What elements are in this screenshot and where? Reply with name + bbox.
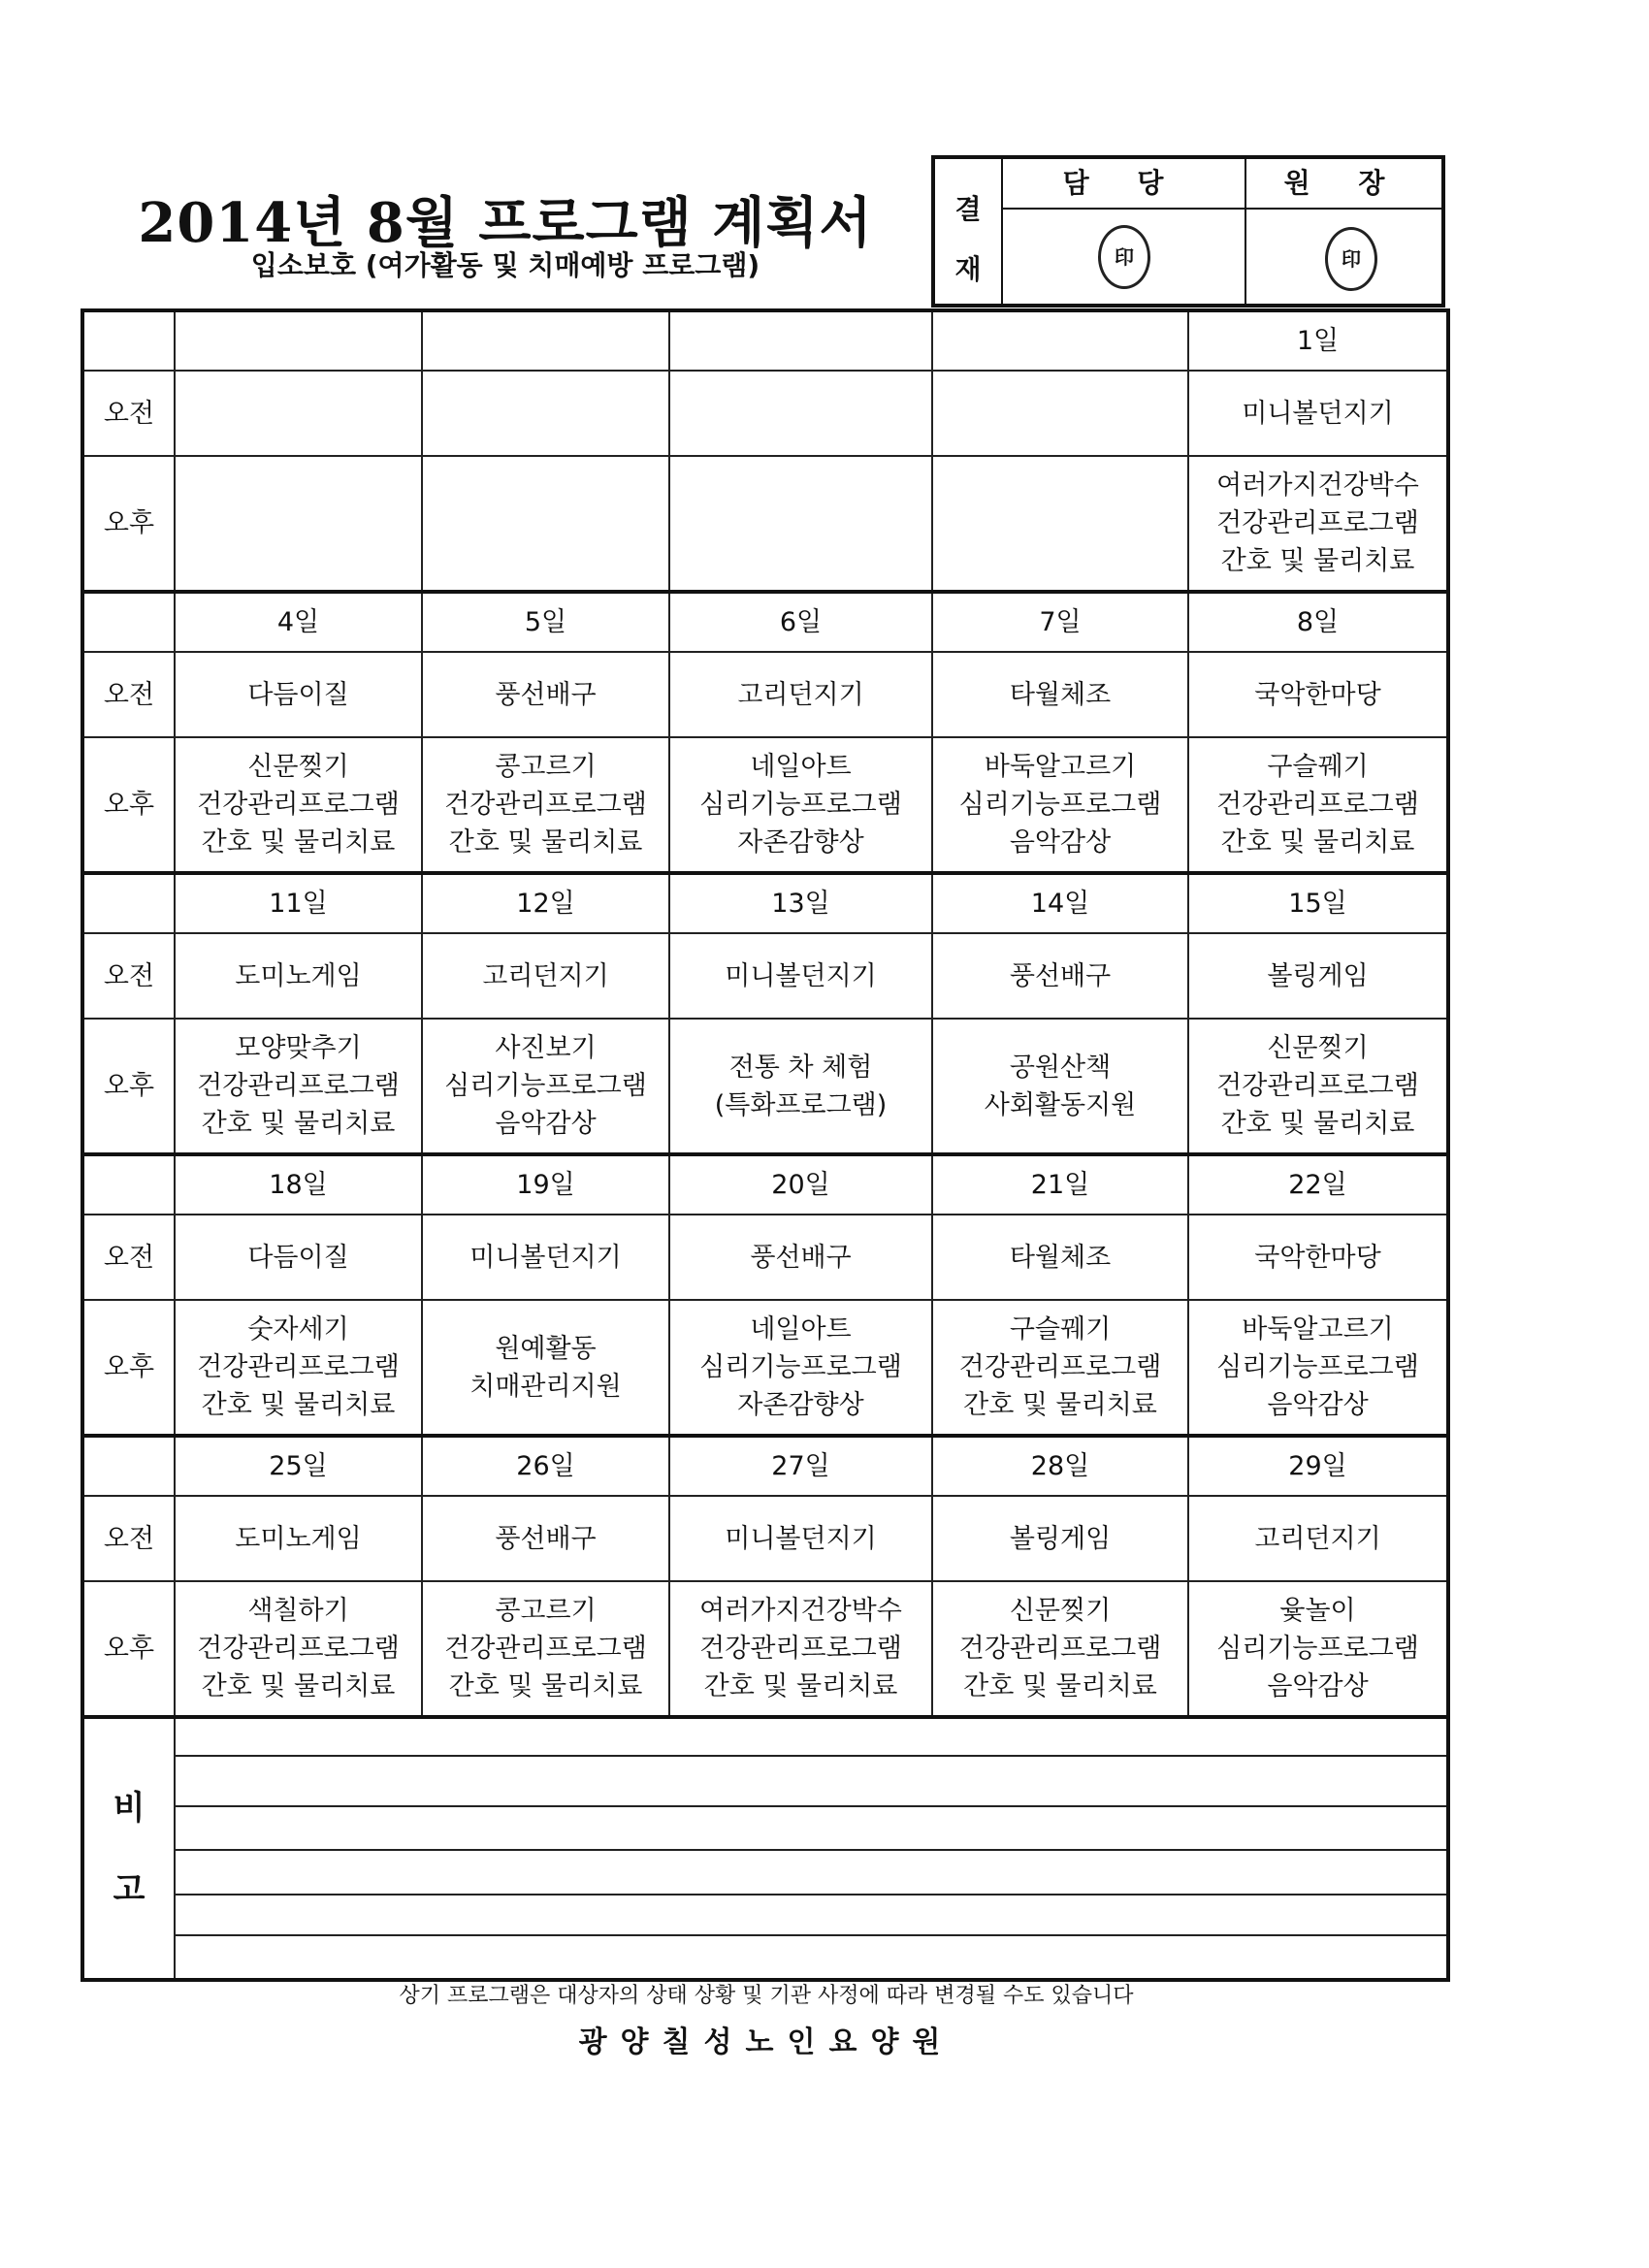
date-row [82,1436,1448,1496]
remarks-line [176,1894,1446,1895]
date-cell [175,310,422,371]
activity-line: 건강관리프로그램 [699,1634,902,1664]
remarks-line [176,1805,1446,1807]
activity-line: 네일아트 [750,752,852,782]
morning-row [82,371,1448,456]
activity-line: 간호 및 물리치료 [963,1390,1157,1420]
remarks-row [82,1717,1448,1980]
activity-line: 간호 및 물리치료 [201,827,396,858]
afternoon-row [82,1300,1448,1436]
document-subtitle: 입소보호 (여가활동 및 치매예방 프로그램) [250,249,760,281]
activity-line: 건강관리프로그램 [197,1071,400,1101]
morning-activity [932,371,1188,456]
morning-activity: 타월체조 [932,1215,1188,1300]
morning-activity: 국악한마당 [1188,1215,1448,1300]
afternoon-activity [932,1019,1188,1154]
activity-line: 간호 및 물리치료 [201,1671,396,1701]
activity-line: 원예활동 [495,1333,597,1364]
title-block [83,180,927,307]
afternoon-row [82,1581,1448,1717]
activity-line: 음악감상 [1009,827,1112,858]
date-cell: 21일 [932,1154,1188,1215]
date-label-cell [82,310,175,371]
afternoon-activity [175,737,422,873]
activity-line: 숫자세기 [247,1314,349,1345]
afternoon-activity [422,1300,669,1436]
schedule-table [81,308,1450,1982]
date-row [82,1154,1448,1215]
remarks-area [175,1717,1448,1980]
activity-line: 구슬꿰기 [1009,1314,1112,1345]
date-cell: 12일 [422,873,669,933]
activity-line: 심리기능프로그램 [699,790,902,820]
activity-line: 건강관리프로그램 [197,1352,400,1382]
activity-line: 간호 및 물리치료 [448,827,643,858]
date-cell: 7일 [932,592,1188,652]
activity-line: 건강관리프로그램 [1216,790,1419,820]
date-cell: 4일 [175,592,422,652]
afternoon-label: 오후 [82,1019,175,1154]
activity-line: 바둑알고르기 [984,752,1137,782]
date-cell: 6일 [669,592,932,652]
date-row [82,592,1448,652]
activity-line: 구슬꿰기 [1267,752,1369,782]
activity-line: 간호 및 물리치료 [1220,546,1415,576]
afternoon-activity [1188,1019,1448,1154]
date-cell: 28일 [932,1436,1188,1496]
morning-row [82,1215,1448,1300]
afternoon-activity [669,1581,932,1717]
activity-line: 간호 및 물리치료 [1220,827,1415,858]
approval-director-header: 원 장 [1283,167,1405,199]
activity-line: 여러가지건강박수 [699,1596,902,1626]
approval-manager-header: 담 당 [1062,167,1183,199]
morning-label: 오전 [82,652,175,737]
afternoon-label: 오후 [82,737,175,873]
activity-line: 건강관리프로그램 [958,1634,1162,1664]
afternoon-activity [932,1581,1188,1717]
activity-line: 건강관리프로그램 [1216,1071,1419,1101]
date-cell [422,310,669,371]
activity-line: 간호 및 물리치료 [448,1671,643,1701]
morning-activity: 다듬이질 [175,1215,422,1300]
approval-divider [1001,208,1441,210]
activity-line: 여러가지건강박수 [1216,470,1419,501]
morning-activity: 미니볼던지기 [669,933,932,1019]
activity-line: 치매관리지원 [469,1371,622,1402]
morning-activity: 풍선배구 [422,1496,669,1581]
date-label-cell [82,873,175,933]
date-label-cell [82,592,175,652]
morning-label: 오전 [82,933,175,1019]
morning-row [82,933,1448,1019]
date-cell: 1일 [1188,310,1448,371]
date-label-cell [82,1154,175,1215]
afternoon-row [82,456,1448,592]
morning-activity: 타월체조 [932,652,1188,737]
afternoon-activity [669,456,932,592]
date-cell: 5일 [422,592,669,652]
activity-line: 바둑알고르기 [1242,1314,1394,1345]
date-cell: 25일 [175,1436,422,1496]
footer-note: 상기 프로그램은 대상자의 상태 상황 및 기관 사정에 따라 변경될 수도 있습니다 [399,1984,1134,2008]
activity-line: 음악감상 [1267,1671,1369,1701]
date-cell: 8일 [1188,592,1448,652]
approval-label-bottom: 재 [954,253,982,285]
morning-activity [175,371,422,456]
activity-line: 음악감상 [495,1109,597,1139]
activity-line: 공원산책 [1009,1052,1112,1083]
activity-line: 네일아트 [750,1314,852,1345]
afternoon-activity [422,737,669,873]
activity-line: 신문찢기 [1267,1033,1369,1063]
activity-line: 건강관리프로그램 [444,790,647,820]
activity-line: 심리기능프로그램 [444,1071,647,1101]
remarks-line [176,1755,1446,1757]
activity-line: (특화프로그램) [714,1089,888,1120]
afternoon-activity [1188,456,1448,592]
activity-line: 콩고르기 [495,1596,597,1626]
remarks-label [82,1717,175,1980]
activity-line: 모양맞추기 [235,1033,362,1063]
morning-activity: 고리던지기 [669,652,932,737]
afternoon-activity [422,1019,669,1154]
activity-line: 음악감상 [1267,1390,1369,1420]
morning-label: 오전 [82,1215,175,1300]
date-cell: 27일 [669,1436,932,1496]
activity-line: 간호 및 물리치료 [963,1671,1157,1701]
afternoon-activity [1188,1581,1448,1717]
activity-line: 건강관리프로그램 [197,790,400,820]
date-cell: 20일 [669,1154,932,1215]
afternoon-activity [1188,737,1448,873]
afternoon-row [82,1019,1448,1154]
date-label-cell [82,1436,175,1496]
afternoon-activity [175,1019,422,1154]
date-cell: 14일 [932,873,1188,933]
date-row [82,873,1448,933]
afternoon-label: 오후 [82,1581,175,1717]
activity-line: 자존감향상 [737,827,864,858]
director-seal-stamp: 印 [1325,227,1377,291]
remarks-line [176,1849,1446,1851]
afternoon-activity [669,737,932,873]
approval-box [931,155,1445,308]
remarks-label-bottom: 고 [113,1869,146,1909]
activity-line: 건강관리프로그램 [444,1634,647,1664]
activity-line: 자존감향상 [737,1390,864,1420]
morning-activity: 미니볼던지기 [422,1215,669,1300]
activity-line: 신문찢기 [247,752,349,782]
morning-activity: 볼링게임 [932,1496,1188,1581]
date-cell [669,310,932,371]
afternoon-label: 오후 [82,456,175,592]
morning-activity: 볼링게임 [1188,933,1448,1019]
organization-name: 광양칠성노인요양원 [578,2025,954,2059]
activity-line: 신문찢기 [1009,1596,1112,1626]
morning-label: 오전 [82,371,175,456]
activity-line: 간호 및 물리치료 [1220,1109,1415,1139]
afternoon-activity [932,456,1188,592]
morning-activity: 다듬이질 [175,652,422,737]
afternoon-label: 오후 [82,1300,175,1436]
date-cell: 26일 [422,1436,669,1496]
activity-line: 간호 및 물리치료 [703,1671,898,1701]
activity-line: 콩고르기 [495,752,597,782]
date-cell: 22일 [1188,1154,1448,1215]
afternoon-activity [175,1581,422,1717]
morning-activity: 도미노게임 [175,933,422,1019]
afternoon-row [82,737,1448,873]
afternoon-activity [422,456,669,592]
date-cell: 13일 [669,873,932,933]
activity-line: 심리기능프로그램 [958,790,1162,820]
date-row [82,310,1448,371]
morning-activity: 풍선배구 [669,1215,932,1300]
afternoon-activity [932,1300,1188,1436]
approval-label-top: 결 [954,193,982,225]
activity-line: 윷놀이 [1279,1596,1356,1626]
activity-line: 색칠하기 [247,1596,349,1626]
remarks-label-top: 비 [113,1788,146,1828]
activity-line: 전통 차 체험 [728,1052,873,1083]
remarks-line [176,1934,1446,1936]
date-cell: 15일 [1188,873,1448,933]
activity-line: 건강관리프로그램 [197,1634,400,1664]
approval-column-divider [1245,159,1246,304]
morning-label: 오전 [82,1496,175,1581]
afternoon-activity [175,456,422,592]
date-cell: 11일 [175,873,422,933]
morning-activity [669,371,932,456]
afternoon-activity [669,1300,932,1436]
activity-line: 간호 및 물리치료 [201,1390,396,1420]
morning-row [82,652,1448,737]
activity-line: 간호 및 물리치료 [201,1109,396,1139]
morning-activity: 풍선배구 [422,652,669,737]
activity-line: 건강관리프로그램 [1216,508,1419,538]
afternoon-activity [1188,1300,1448,1436]
date-cell: 18일 [175,1154,422,1215]
activity-line: 심리기능프로그램 [1216,1634,1419,1664]
morning-activity: 도미노게임 [175,1496,422,1581]
date-cell: 29일 [1188,1436,1448,1496]
activity-line: 사회활동지원 [984,1089,1137,1120]
date-cell [932,310,1188,371]
afternoon-activity [175,1300,422,1436]
activity-line: 사진보기 [495,1033,597,1063]
morning-activity: 미니볼던지기 [669,1496,932,1581]
morning-activity: 국악한마당 [1188,652,1448,737]
morning-activity: 풍선배구 [932,933,1188,1019]
activity-line: 심리기능프로그램 [699,1352,902,1382]
morning-activity: 고리던지기 [1188,1496,1448,1581]
morning-activity: 미니볼던지기 [1188,371,1448,456]
afternoon-activity [669,1019,932,1154]
activity-line: 심리기능프로그램 [1216,1352,1419,1382]
date-cell: 19일 [422,1154,669,1215]
afternoon-activity [932,737,1188,873]
manager-seal-stamp: 印 [1098,225,1150,289]
approval-label-column [935,159,1003,304]
activity-line: 건강관리프로그램 [958,1352,1162,1382]
morning-activity [422,371,669,456]
document-title: 2014년 8월 프로그램 계획서 [138,191,873,255]
afternoon-activity [422,1581,669,1717]
morning-activity: 고리던지기 [422,933,669,1019]
morning-row [82,1496,1448,1581]
